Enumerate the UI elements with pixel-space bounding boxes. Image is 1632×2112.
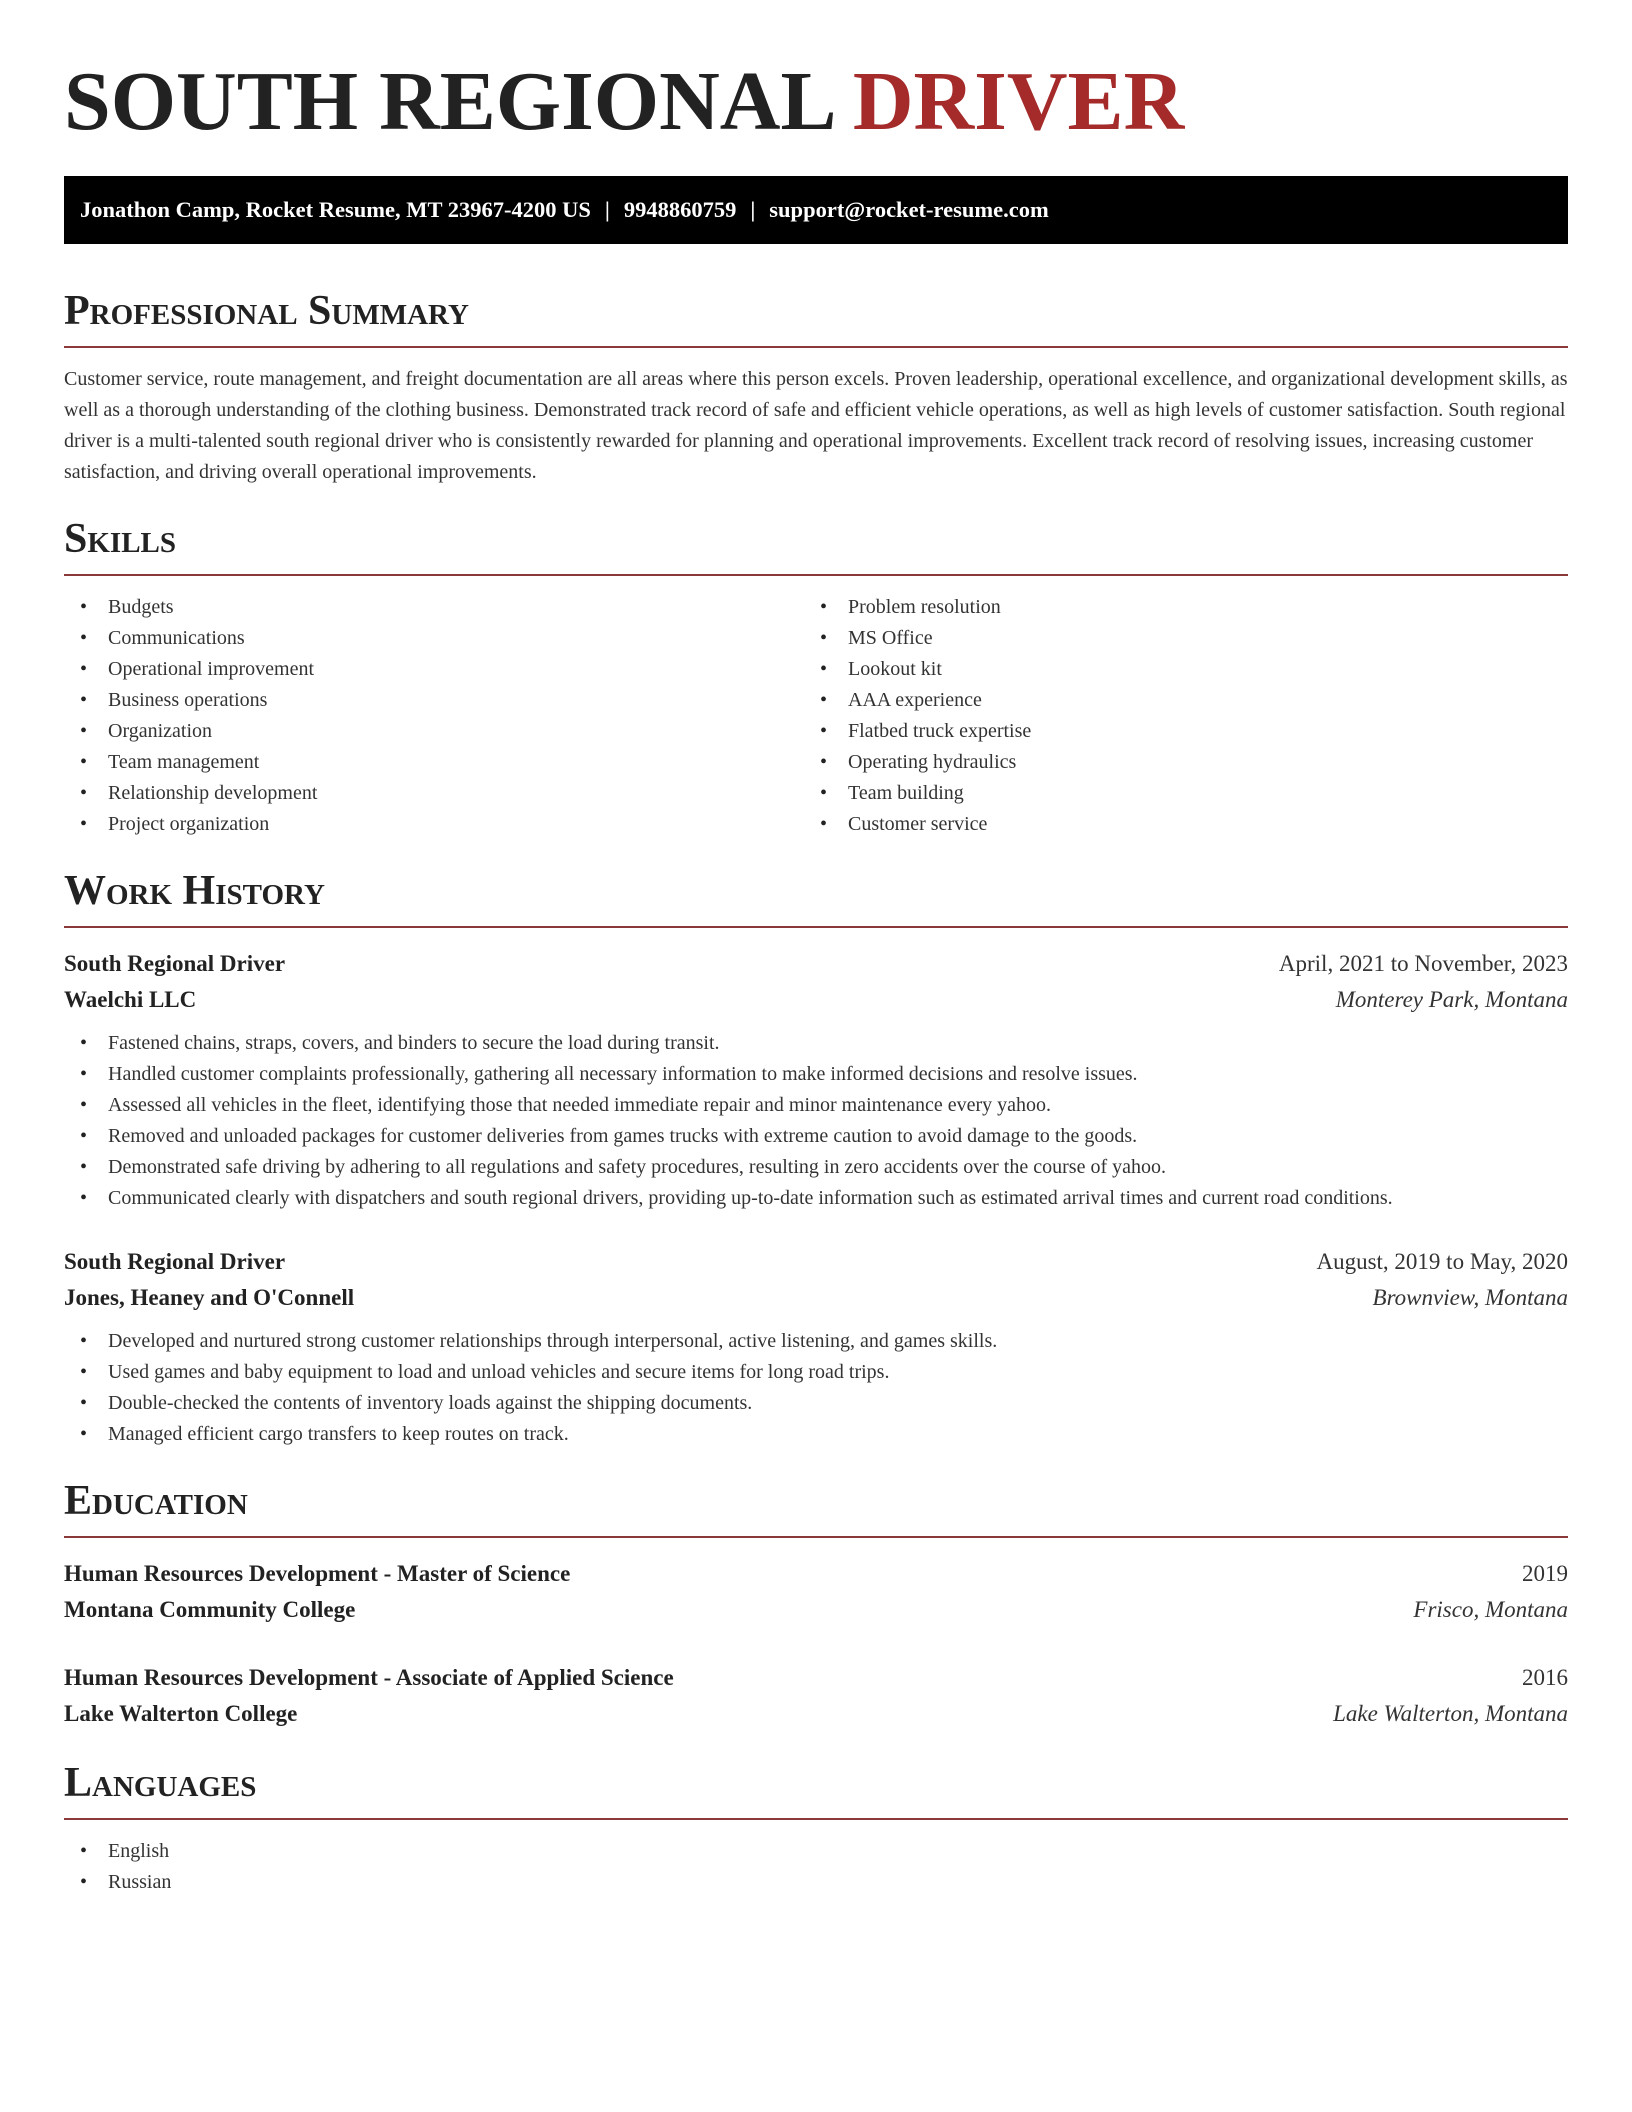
job-entry [64, 946, 1568, 1214]
section-divider [64, 1536, 1568, 1538]
job-title: South Regional Driver [64, 951, 286, 976]
language-item: • English [64, 1836, 1568, 1867]
section-divider [64, 926, 1568, 928]
job-bullet: • Fastened chains, straps, covers, and binders to secure the load during transit. [64, 1028, 1568, 1059]
skills-grid [64, 592, 1568, 840]
section-divider [64, 346, 1568, 348]
skill-item: • Project organization [64, 809, 804, 840]
job-bullet: • Assessed all vehicles in the fleet, identifying those that needed immediate repair and minor maintenance every yahoo. [64, 1090, 1568, 1121]
education-school: Montana Community College [64, 1597, 356, 1622]
name-first: SOUTH REGIONAL [64, 55, 832, 148]
job-dates: April, 2021 to November, 2023 [1278, 951, 1568, 976]
skill-item: • Flatbed truck expertise [804, 716, 1544, 747]
education-location: Lake Walterton, Montana [1333, 1701, 1568, 1726]
skill-item: • Team building [804, 778, 1544, 809]
section-divider [64, 1818, 1568, 1820]
job-bullet: • Removed and unloaded packages for customer deliveries from games trucks with extreme caution to avoid damage to the goods. [64, 1121, 1568, 1152]
skills-list-right [804, 592, 1544, 840]
skill-item: • AAA experience [804, 685, 1544, 716]
job-location: Brownview, Montana [1372, 1285, 1568, 1310]
contact-separator: | [750, 197, 756, 222]
resume-name [64, 52, 1568, 152]
section-title-summary: Professional Summary [64, 288, 469, 334]
job-bullet: • Used games and baby equipment to load and unload vehicles and secure items for long road trips. [64, 1357, 1568, 1388]
skill-item: • Relationship development [64, 778, 804, 809]
job-bullets [64, 1326, 1568, 1450]
skill-item: • MS Office [804, 623, 1544, 654]
job-bullet: • Developed and nurtured strong customer relationships through interpersonal, active listening, and games skills. [64, 1326, 1568, 1357]
section-title-education: Education [64, 1478, 248, 1524]
education-location: Frisco, Montana [1413, 1597, 1568, 1622]
contact-separator: | [604, 197, 610, 222]
section-title-work-history: Work History [64, 868, 325, 914]
job-location: Monterey Park, Montana [1335, 987, 1568, 1012]
job-bullet: • Double-checked the contents of inventory loads against the shipping documents. [64, 1388, 1568, 1419]
education-year: 2016 [1522, 1665, 1568, 1690]
summary-section [64, 286, 1568, 488]
skill-item: • Lookout kit [804, 654, 1544, 685]
education-degree: Human Resources Development - Master of Science [64, 1561, 571, 1586]
skill-item: • Operating hydraulics [804, 747, 1544, 778]
section-title-skills: Skills [64, 516, 177, 562]
education-entry [64, 1660, 1568, 1732]
language-item: • Russian [64, 1867, 1568, 1898]
job-entry [64, 1244, 1568, 1450]
skill-item: • Organization [64, 716, 804, 747]
job-company-row [64, 1280, 1568, 1316]
contact-address: Jonathon Camp, Rocket Resume, MT 23967-4200 US [80, 197, 591, 222]
skill-item: • Problem resolution [804, 592, 1544, 623]
skills-list-left [64, 592, 804, 840]
education-header-row [64, 1660, 1568, 1696]
contact-bar [64, 176, 1568, 244]
education-section [64, 1476, 1568, 1732]
section-divider [64, 574, 1568, 576]
work-history-section [64, 866, 1568, 1450]
contact-email: support@rocket-resume.com [769, 197, 1049, 222]
education-school-row [64, 1696, 1568, 1732]
skill-item: • Budgets [64, 592, 804, 623]
languages-list [64, 1836, 1568, 1898]
job-bullet: • Communicated clearly with dispatchers and south regional drivers, providing up-to-date information such as estimated arrival times and current road conditions. [64, 1183, 1568, 1214]
job-company: Jones, Heaney and O'Connell [64, 1285, 355, 1310]
education-school: Lake Walterton College [64, 1701, 298, 1726]
education-degree: Human Resources Development - Associate of Applied Science [64, 1665, 674, 1690]
job-bullet: • Managed efficient cargo transfers to keep routes on track. [64, 1419, 1568, 1450]
job-bullet: • Handled customer complaints professionally, gathering all necessary information to make informed decisions and resolve issues. [64, 1059, 1568, 1090]
skill-item: • Customer service [804, 809, 1544, 840]
skill-item: • Communications [64, 623, 804, 654]
job-header-row [64, 1244, 1568, 1280]
job-bullet: • Demonstrated safe driving by adhering to all regulations and safety procedures, resulting in zero accidents over the course of yahoo. [64, 1152, 1568, 1183]
education-school-row [64, 1592, 1568, 1628]
summary-text: Customer service, route management, and freight documentation are all areas where this person excels. Proven leadership, operational excellence, and organizational development skills, as well as a thorough understanding of the clothing business. Demonstrated track record of safe and efficient vehicle operations, as well as high levels of customer satisfaction. South regional driver is a multi-talented south regional driver who is consistently rewarded for planning and operational improvements. Excellent track record of resolving issues, increasing customer satisfaction, and driving overall operational improvements. [64, 368, 1568, 483]
education-year: 2019 [1522, 1561, 1568, 1586]
job-dates: August, 2019 to May, 2020 [1316, 1249, 1568, 1274]
name-last: DRIVER [852, 55, 1185, 148]
skills-section [64, 514, 1568, 840]
job-title: South Regional Driver [64, 1249, 286, 1274]
job-company-row [64, 982, 1568, 1018]
contact-phone: 9948860759 [623, 197, 737, 222]
job-company: Waelchi LLC [64, 987, 197, 1012]
languages-section [64, 1758, 1568, 1898]
skill-item: • Team management [64, 747, 804, 778]
education-header-row [64, 1556, 1568, 1592]
job-header-row [64, 946, 1568, 982]
skill-item: • Operational improvement [64, 654, 804, 685]
section-title-languages: Languages [64, 1760, 257, 1806]
skill-item: • Business operations [64, 685, 804, 716]
education-entry [64, 1556, 1568, 1628]
job-bullets [64, 1028, 1568, 1214]
